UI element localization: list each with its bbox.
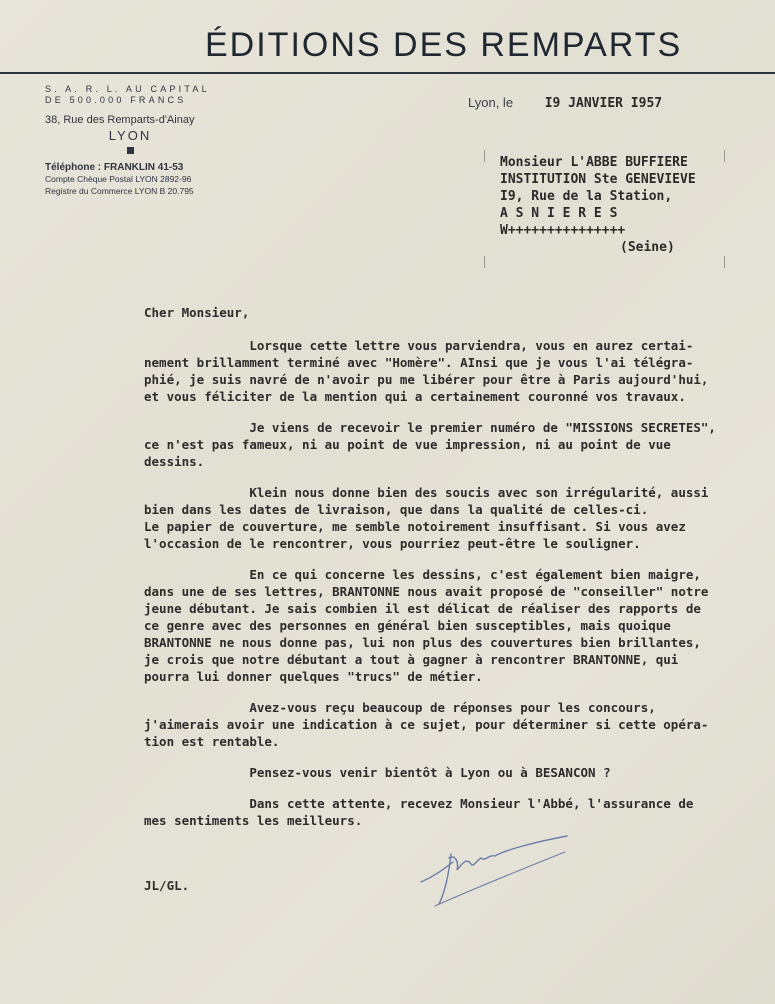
sender-address: 38, Rue des Remparts-d'Ainay: [45, 114, 195, 126]
square-ornament: [127, 147, 134, 154]
body-line: je crois que notre débutant a tout à gagner à rencontrer BRANTONNE, qui: [144, 652, 679, 667]
letter-date: I9 JANVIER I957: [544, 96, 663, 111]
recipient-line: A S N I E R E S: [500, 206, 618, 221]
body-line: En ce qui concerne les dessins, c'est également bien maigre,: [144, 567, 701, 582]
body-line: Je viens de recevoir le premier numéro de "MISSIONS SECRETES",: [144, 420, 716, 435]
body-line: Dans cette attente, recevez Monsieur l'Abbé, l'assurance de: [144, 796, 694, 811]
body-line: Pensez-vous venir bientôt à Lyon ou à BESANCON ?: [144, 765, 611, 780]
body-line: BRANTONNE ne nous donne pas, lui non plus des couvertures bien brillantes,: [144, 635, 701, 650]
body-line: dans une de ses lettres, BRANTONNE nous avait proposé de "conseiller" notre: [144, 584, 709, 599]
body-line: ce n'est pas fameux, ni au point de vue impression, ni au point de vue: [144, 437, 671, 452]
letterhead-rule: [0, 72, 775, 74]
handwritten-signature: [415, 832, 575, 912]
company-name: ÉDITIONS DES REMPARTS: [205, 26, 683, 64]
body-line: tion est rentable.: [144, 734, 280, 749]
body-line: Klein nous donne bien des soucis avec son irrégularité, aussi: [144, 485, 709, 500]
body-line: bien dans les dates de livraison, que dans la qualité de celles-ci.: [144, 502, 649, 517]
body-line: phié, je suis navré de n'avoir pu me libérer pour être à Paris aujourd'hui,: [144, 372, 709, 387]
dateline: [468, 92, 662, 111]
body-line: l'occasion de le rencontrer, vous pourriez peut-être le souligner.: [144, 536, 641, 551]
body-line: ce genre avec des personnes en général bien susceptibles, mais quoique: [144, 618, 671, 633]
legal-line-1: S. A. R. L. AU CAPITAL: [45, 84, 210, 94]
body-line: j'aimerais avoir une indication à ce sujet, pour déterminer si cette opéra-: [144, 717, 709, 732]
salutation: Cher Monsieur,: [144, 305, 250, 320]
body-line: et vous féliciter de la mention qui a certainement couronné vos travaux.: [144, 389, 686, 404]
sender-postal-account: Compte Chèque Postal LYON 2892-96: [45, 174, 192, 184]
sender-city: LYON: [108, 128, 152, 143]
recipient-line: (Seine): [620, 240, 675, 255]
body-line: dessins.: [144, 454, 205, 469]
body-line: Lorsque cette lettre vous parviendra, vous en aurez certai-: [144, 338, 694, 353]
letter-body: [144, 304, 754, 829]
recipient-line: INSTITUTION Ste GENEVIEVE: [500, 172, 696, 187]
legal-line-2: DE 500.000 FRANCS: [45, 95, 187, 105]
recipient-line: I9, Rue de la Station,: [500, 189, 673, 204]
date-place: Lyon, le: [468, 95, 514, 110]
body-line: pourra lui donner quelques "trucs" de métier.: [144, 669, 483, 684]
body-line: Le papier de couverture, me semble notoirement insuffisant. Si vous avez: [144, 519, 686, 534]
sender-telephone: Téléphone : FRANKLIN 41-53: [45, 162, 184, 173]
body-line: jeune débutant. Je sais combien il est délicat de réaliser des rapports de: [144, 601, 701, 616]
recipient-address: [500, 154, 770, 256]
sender-registry: Registre du Commerce LYON B 20.795: [45, 186, 194, 196]
window-corner-mark: [484, 150, 485, 162]
letterhead: [0, 26, 775, 72]
body-line: Avez-vous reçu beaucoup de réponses pour les concours,: [144, 700, 656, 715]
body-line: mes sentiments les meilleurs.: [144, 813, 363, 828]
body-line: nement brillamment terminé avec "Homère". AInsi que je vous l'ai télégra-: [144, 355, 694, 370]
sender-block: [45, 84, 235, 197]
typist-initials: JL/GL.: [144, 878, 190, 893]
recipient-line: W+++++++++++++++: [500, 223, 626, 238]
recipient-line: Monsieur L'ABBE BUFFIERE: [500, 155, 688, 170]
window-corner-mark: [724, 256, 725, 268]
window-corner-mark: [484, 256, 485, 268]
